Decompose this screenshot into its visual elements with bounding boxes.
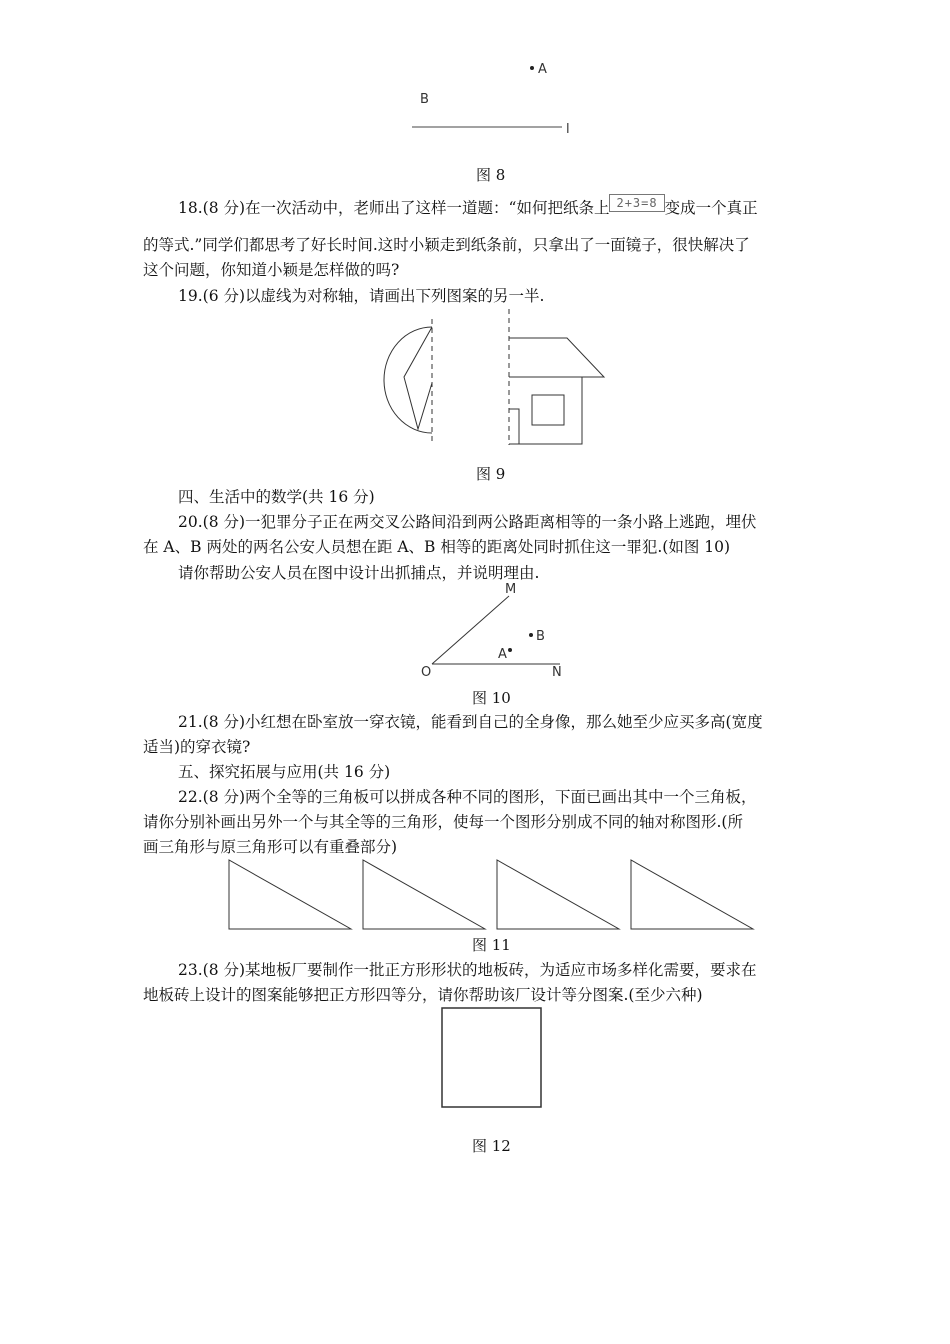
square	[442, 1008, 541, 1107]
label-o: O	[421, 665, 432, 680]
q18-line3: 这个问题，你知道小颖是怎样做的吗?	[143, 261, 400, 279]
figure-11-caption: 图 11	[472, 936, 511, 954]
q23-line2: 地板砖上设计的图案能够把正方形四等分，请你帮助该厂设计等分图案.(至少六种)	[143, 986, 703, 1004]
label-b: B	[420, 92, 429, 107]
label-n: N	[552, 665, 562, 680]
house-door	[509, 409, 519, 444]
q21-line2: 适当)的穿衣镜?	[143, 738, 251, 756]
point-a	[530, 66, 534, 70]
figure-12-caption: 图 12	[472, 1137, 511, 1155]
q20-line2: 在 A、B 两处的两名公安人员想在距 A、B 相等的距离处同时抓住这一罪犯.(如图 10)	[143, 538, 731, 556]
house-window	[532, 395, 564, 425]
q20-line1: 20.(8 分)一犯罪分子正在两交叉公路间沿到两公路距离相等的一条小路上逃跑，埋伏	[178, 513, 757, 531]
q18-line1	[178, 194, 758, 220]
figure-9	[370, 305, 615, 455]
label-b: B	[536, 629, 545, 644]
q22-line2: 请你分别补画出另外一个与其全等的三角形，使每一个图形分别成不同的轴对称图形.(所	[143, 813, 743, 831]
figure-12	[438, 1004, 548, 1114]
q19-line1: 19.(6 分)以虚线为对称轴，请画出下列图案的另一半.	[178, 287, 545, 305]
point-a	[508, 648, 512, 652]
q18-line1-before: 18.(8 分)在一次活动中，老师出了这样一道题：“如何把纸条上	[178, 199, 610, 217]
triangle-4	[631, 860, 753, 929]
figure-9-caption: 图 9	[476, 465, 506, 483]
label-l: l	[566, 122, 570, 137]
q18-line2: 的等式.”同学们都思考了好长时间.这时小颖走到纸条前，只拿出了一面镜子，很快解决了	[143, 236, 750, 254]
half-circle-inner-lines	[404, 327, 432, 429]
paper-strip: 2+3=8	[609, 194, 664, 212]
q22-line3: 画三角形与原三角形可以有重叠部分)	[143, 838, 398, 856]
section-4-title: 四、生活中的数学(共 16 分)	[178, 488, 375, 506]
figure-10	[415, 580, 575, 680]
figure-11	[220, 855, 765, 935]
figure-10-caption: 图 10	[472, 689, 511, 707]
q21-line1: 21.(8 分)小红想在卧室放一穿衣镜，能看到自己的全身像，那么她至少应买多高(宽度	[178, 713, 763, 731]
figure-8	[400, 55, 590, 145]
triangle-2	[363, 860, 485, 929]
q23-line1: 23.(8 分)某地板厂要制作一批正方形形状的地板砖，为适应市场多样化需要，要求在	[178, 961, 757, 979]
q20-line3: 请你帮助公安人员在图中设计出抓捕点，并说明理由.	[178, 564, 540, 582]
triangle-3	[497, 860, 619, 929]
house-wall	[509, 377, 582, 444]
section-5-title: 五、探究拓展与应用(共 16 分)	[178, 763, 391, 781]
figure-8-caption: 图 8	[476, 166, 506, 184]
q22-line1: 22.(8 分)两个全等的三角板可以拼成各种不同的图形，下面已画出其中一个三角板，	[178, 788, 757, 806]
label-a: A	[538, 62, 547, 77]
house-roof	[509, 338, 604, 377]
q18-line1-after: 变成一个真正	[664, 199, 758, 217]
label-m: M	[505, 582, 517, 597]
triangle-1	[229, 860, 351, 929]
point-b	[529, 633, 533, 637]
label-a: A	[498, 647, 507, 662]
half-circle	[384, 327, 432, 433]
